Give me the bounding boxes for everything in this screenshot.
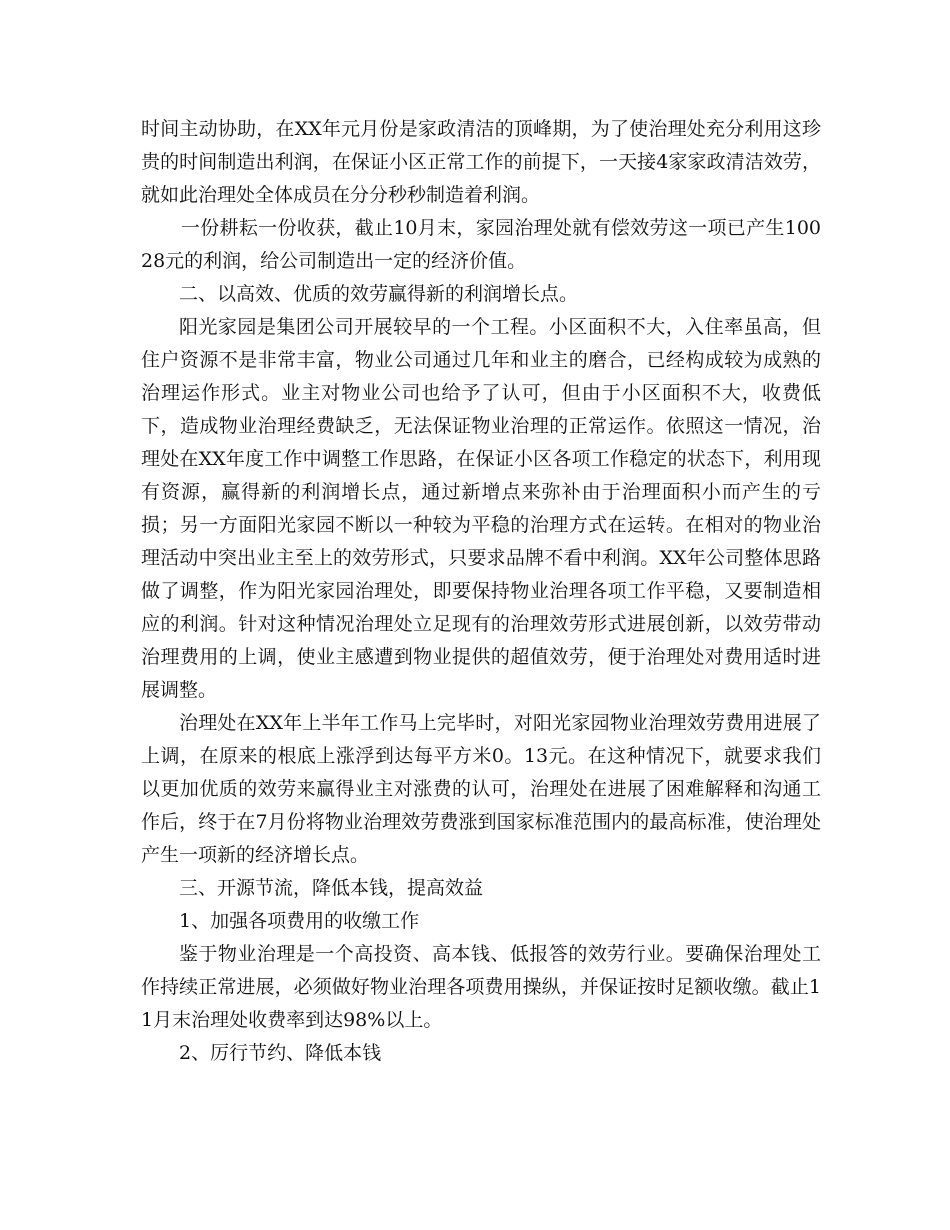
section-heading-3: 三、开源节流，降低本钱，提高效益 (179, 877, 484, 899)
document-body (141, 113, 821, 1070)
subheading-2: 2、厉行节约、降低本钱 (179, 1042, 382, 1064)
paragraph-continuation: 时间主动协助，在XX年元月份是家政清洁的顶峰期，为了使治理处充分利用这珍贵的时间制造出利润，在保证小区正常工作的前提下，一天接4家家政清洁效劳，就如此治理处全体成员在分分秒秒制造着利润。 (141, 118, 821, 206)
paragraph-fee-collection: 鉴于物业治理是一个高投资、高本钱、低报答的效劳行业。要确保治理处工作持续正常进展，必须做好物业治理各项费用操纵，并保证按时足额收缴。截止11月末治理处收费率到达98%以上。 (141, 943, 821, 1031)
subheading-1: 1、加强各项费用的收缴工作 (179, 910, 420, 932)
paragraph-fee-adjustment: 治理处在XX年上半年工作马上完毕时，对阳光家园物业治理效劳费用进展了上调，在原来的根底上涨浮到达每平方米0。13元。在这种情况下，就要求我们以更加优质的效劳来赢得业主对涨费的认可，治理处在进展了困难解释和沟通工作后，终于在7月份将物业治理效劳费涨到国家标准范围内的最高标准，使治理处产生一项新的经济增长点。 (141, 712, 821, 866)
section-heading-2: 二、以高效、优质的效劳赢得新的利润增长点。 (179, 283, 579, 305)
paragraph-sunshine-garden: 阳光家园是集团公司开展较早的一个工程。小区面积不大，入住率虽高，但住户资源不是非常丰富，物业公司通过几年和业主的磨合，已经构成较为成熟的治理运作形式。业主对物业公司也给予了认可，但由于小区面积不大，收费低下，造成物业治理经费缺乏，无法保证物业治理的正常运作。依照这一情况，治理处在XX年度工作中调整工作思路，在保证小区各项工作稳定的状态下，利用现有资源，赢得新的利润增长点，通过新增点来弥补由于治理面积小而产生的亏损；另一方面阳光家园不断以一种较为平稳的治理方式在运转。在相对的物业治理活动中突出业主至上的效劳形式，只要求品牌不看中利润。XX年公司整体思路做了调整，作为阳光家园治理处，即要保持物业治理各项工作平稳，又要制造相应的利润。针对这种情况治理处立足现有的治理效劳形式进展创新，以效劳带动治理费用的上调，使业主感遭到物业提供的超值效劳，便于治理处对费用适时进展调整。 (141, 316, 821, 701)
paragraph-harvest: 一份耕耘一份收获，截止10月末，家园治理处就有偿效劳这一项已产生10028元的利润，给公司制造出一定的经济价值。 (141, 217, 821, 272)
